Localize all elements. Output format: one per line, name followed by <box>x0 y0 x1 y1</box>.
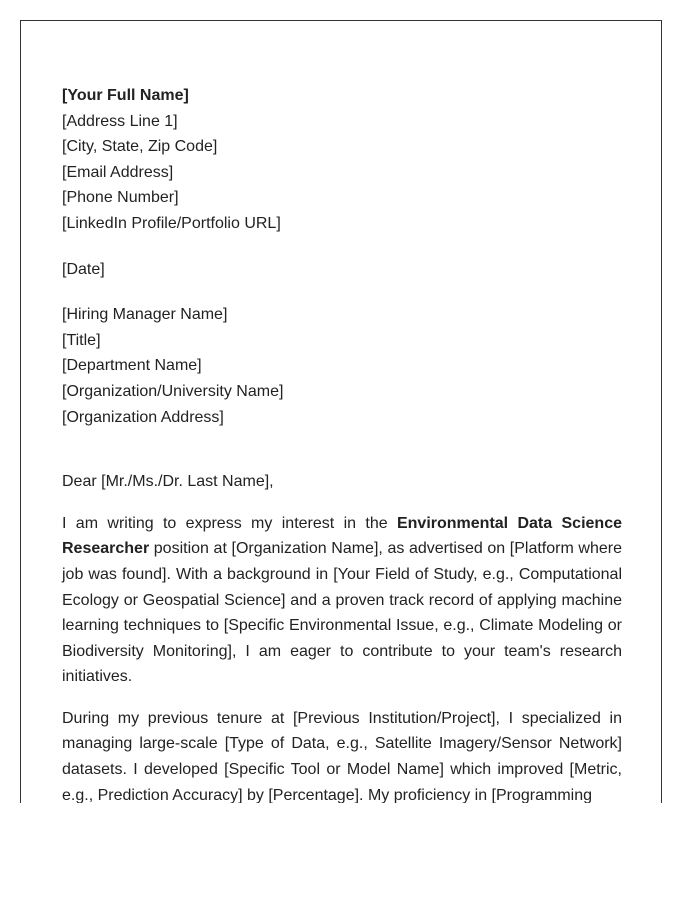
sender-block <box>62 83 622 237</box>
sender-email: [Email Address] <box>62 163 174 181</box>
sender-phone: [Phone Number] <box>62 189 179 207</box>
salutation-block <box>62 469 622 495</box>
sender-linkedin: [LinkedIn Profile/Portfolio URL] <box>62 214 281 232</box>
paragraph-experience: During my previous tenure at [Previous Institution/Project], I specialized in managing large-scale [Type of Data, e.g., Satellite Imagery/Sensor Network] datasets. I developed [Specific Tool or Model Name] which improved [Metric, e.g., Prediction Accuracy] by [Percentage]. My proficiency in [Programming <box>62 709 622 803</box>
paragraph-interest <box>62 511 622 690</box>
recipient-title: [Title] <box>62 331 101 349</box>
recipient-organization: [Organization/University Name] <box>62 382 284 400</box>
cover-letter <box>62 83 622 803</box>
recipient-address: [Organization Address] <box>62 408 224 426</box>
date-block <box>62 257 622 283</box>
salutation: Dear [Mr./Ms./Dr. Last Name], <box>62 473 274 491</box>
recipient-name: [Hiring Manager Name] <box>62 306 228 324</box>
letter-date: [Date] <box>62 260 105 278</box>
sender-city-state-zip: [City, State, Zip Code] <box>62 138 218 156</box>
paragraph-interest-body: position at [Organization Name], as advertised on [Platform where job was found]. With a background in [Your Field of Study, e.g., Computational Ecology or Geospatial Science] and a proven track record of applying machine learning techniques to [Specific Environmental Issue, e.g., Climate Modeling or Biodiversity Monitoring], I am eager to contribute to your team's research initiatives. <box>62 540 622 686</box>
sender-address-line-1: [Address Line 1] <box>62 112 178 130</box>
document-page <box>20 20 662 803</box>
recipient-department: [Department Name] <box>62 357 202 375</box>
sender-name: [Your Full Name] <box>62 87 189 104</box>
recipient-block <box>62 302 622 430</box>
paragraph-interest-intro: I am writing to express my interest in the <box>62 514 397 532</box>
job-title: Environmental Data Science Researcher <box>62 514 622 558</box>
